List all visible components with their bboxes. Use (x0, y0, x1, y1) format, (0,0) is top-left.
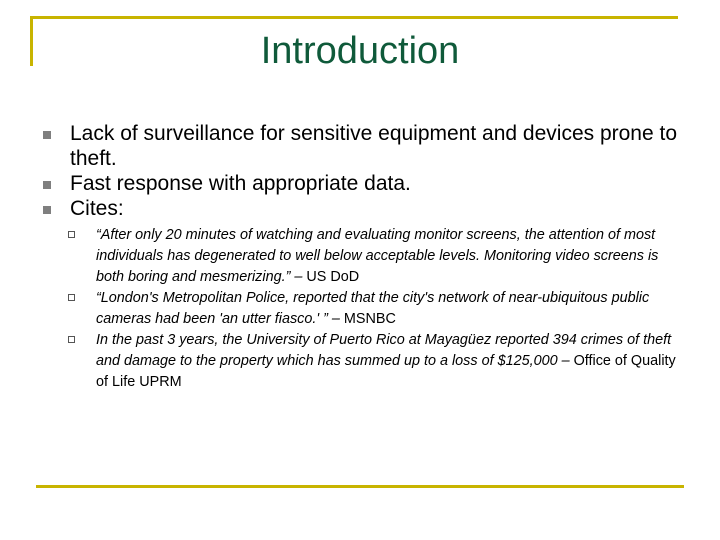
bullet-item (40, 171, 690, 196)
cite-source: Office of Quality of Life UPRM (96, 353, 676, 390)
bullet-text: Fast response with appropriate data. (70, 172, 411, 195)
square-bullet-icon (43, 181, 51, 189)
cite-item (67, 225, 690, 288)
hollow-square-bullet-icon (68, 336, 75, 343)
cites-list (40, 225, 690, 393)
hollow-square-bullet-icon (68, 294, 75, 301)
cite-item (67, 288, 690, 330)
bullet-text: Lack of surveillance for sensitive equipment and devices prone to theft. (70, 122, 678, 170)
cite-source: US DoD (302, 269, 360, 285)
frame-top-line (30, 16, 678, 19)
cite-quote: “London's Metropolitan Police, reported that the city's network of near-ubiquitous public cameras had been 'an utter fiasco.' ” – (96, 290, 650, 327)
cite-source: MSNBC (339, 311, 396, 327)
hollow-square-bullet-icon (68, 231, 75, 238)
cite-item (67, 330, 690, 393)
cite-quote: In the past 3 years, the University of Puerto Rico at Mayagüez reported 394 crimes of theft and damage to the property which has summed up to a loss of $125,000 – (96, 332, 672, 369)
bullet-item (40, 196, 690, 221)
square-bullet-icon (43, 206, 51, 214)
bullet-item (40, 121, 690, 171)
slide-title: Introduction (260, 30, 460, 72)
bullet-text: Cites: (70, 197, 124, 220)
frame-bottom-line (36, 485, 684, 488)
square-bullet-icon (43, 131, 51, 139)
cite-quote: “After only 20 minutes of watching and evaluating monitor screens, the attention of most individuals has degenerated to well below acceptable levels. Monitoring video screens is both boring and mesmerizing.” – (96, 227, 659, 285)
slide-content (40, 121, 690, 393)
